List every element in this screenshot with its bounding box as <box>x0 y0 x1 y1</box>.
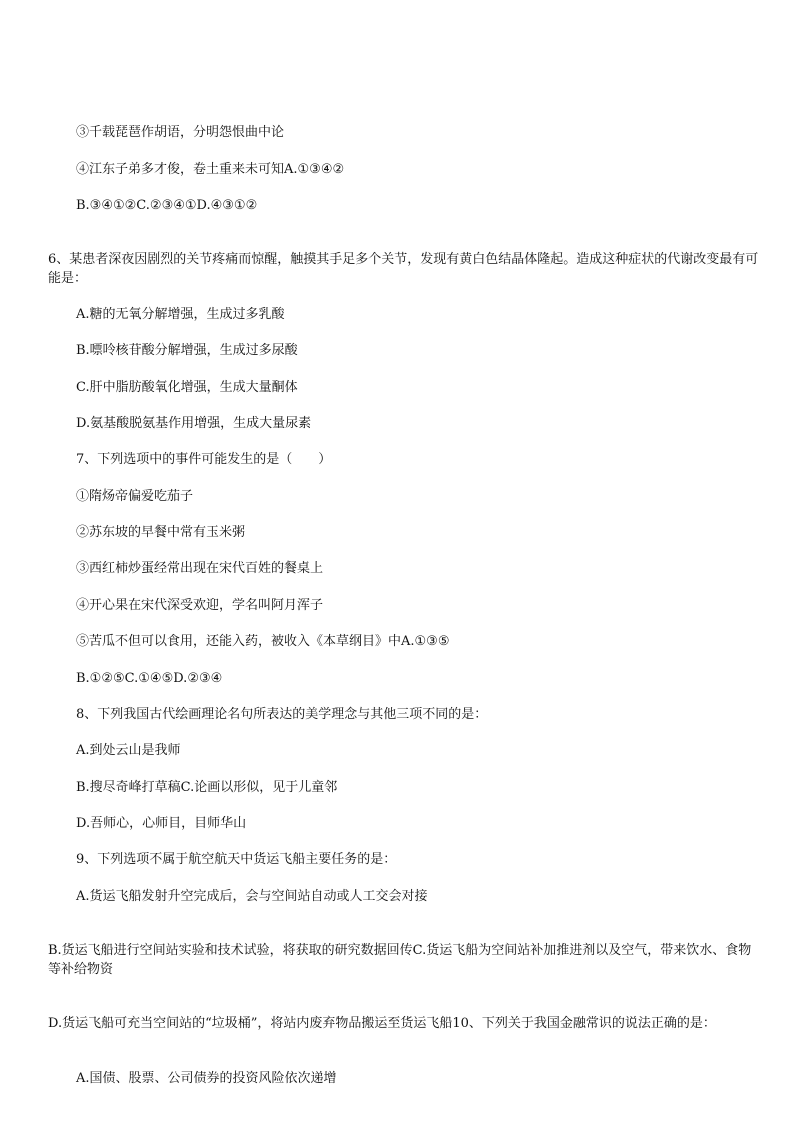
question-7: 7、下列选项中的事件可能发生的是（ ） <box>76 452 332 467</box>
q8-option-b-c: B.搜尽奇峰打草稿C.论画以形似，见于儿童邻 <box>76 780 338 795</box>
q6-option-c: C.肝中脂肪酸氧化增强，生成大量酮体 <box>76 380 298 395</box>
answer-options-5: B.③④①②C.②③④①D.④③①② <box>76 198 258 213</box>
q9-option-a: A.货运飞船发射升空完成后，会与空间站自动或人工交会对接 <box>76 889 428 904</box>
question-6: 6、某患者深夜因剧烈的关节疼痛而惊醒，触摸其手足多个关节，发现有黄白色结晶体隆起。造成这种症状的代谢改变最有可能是： <box>48 252 759 286</box>
q7-item-1: ①隋炀帝偏爱吃茄子 <box>76 489 194 504</box>
question-9: 9、下列选项不属于航空航天中货运飞船主要任务的是： <box>76 852 397 867</box>
q7-answer-options: B.①②⑤C.①④⑤D.②③④ <box>76 671 223 686</box>
question-8: 8、下列我国古代绘画理论名句所表达的美学理念与其他三项不同的是： <box>76 707 488 722</box>
q8-option-d: D.吾师心，心师目，目师华山 <box>76 816 247 831</box>
q10-option-a: A.国债、股票、公司债券的投资风险依次递增 <box>76 1071 337 1086</box>
q8-option-a: A.到处云山是我师 <box>76 743 181 758</box>
q6-option-a: A.糖的无氧分解增强，生成过多乳酸 <box>76 307 285 322</box>
q9-option-d-question-10: D.货运飞船可充当空间站的“垃圾桶”，将站内废弃物品搬运至货运飞船10、下列关于我国金融常识的说法正确的是： <box>48 1016 716 1031</box>
q6-option-d: D.氨基酸脱氨基作用增强，生成大量尿素 <box>76 416 312 431</box>
q7-item-4: ④开心果在宋代深受欢迎，学名叫阿月浑子 <box>76 598 324 613</box>
q7-item-2: ②苏东坡的早餐中常有玉米粥 <box>76 525 246 540</box>
q7-item-3: ③西红柿炒蛋经常出现在宋代百姓的餐桌上 <box>76 561 324 576</box>
option-line-3: ③千载琵琶作胡语，分明怨恨曲中论 <box>76 125 285 140</box>
option-line-4: ④江东子弟多才俊，卷土重来未可知A.①③④② <box>76 162 345 177</box>
q9-option-b-c: B.货运飞船进行空间站实验和技术试验，将获取的研究数据回传C.货运飞船为空间站补加推进剂以及空气，带来饮水、食物等补给物资 <box>48 943 752 977</box>
q7-item-5: ⑤苦瓜不但可以食用，还能入药，被收入《本草纲目》中A.①③⑤ <box>76 634 450 649</box>
q6-option-b: B.嘌呤核苷酸分解增强，生成过多尿酸 <box>76 343 298 358</box>
